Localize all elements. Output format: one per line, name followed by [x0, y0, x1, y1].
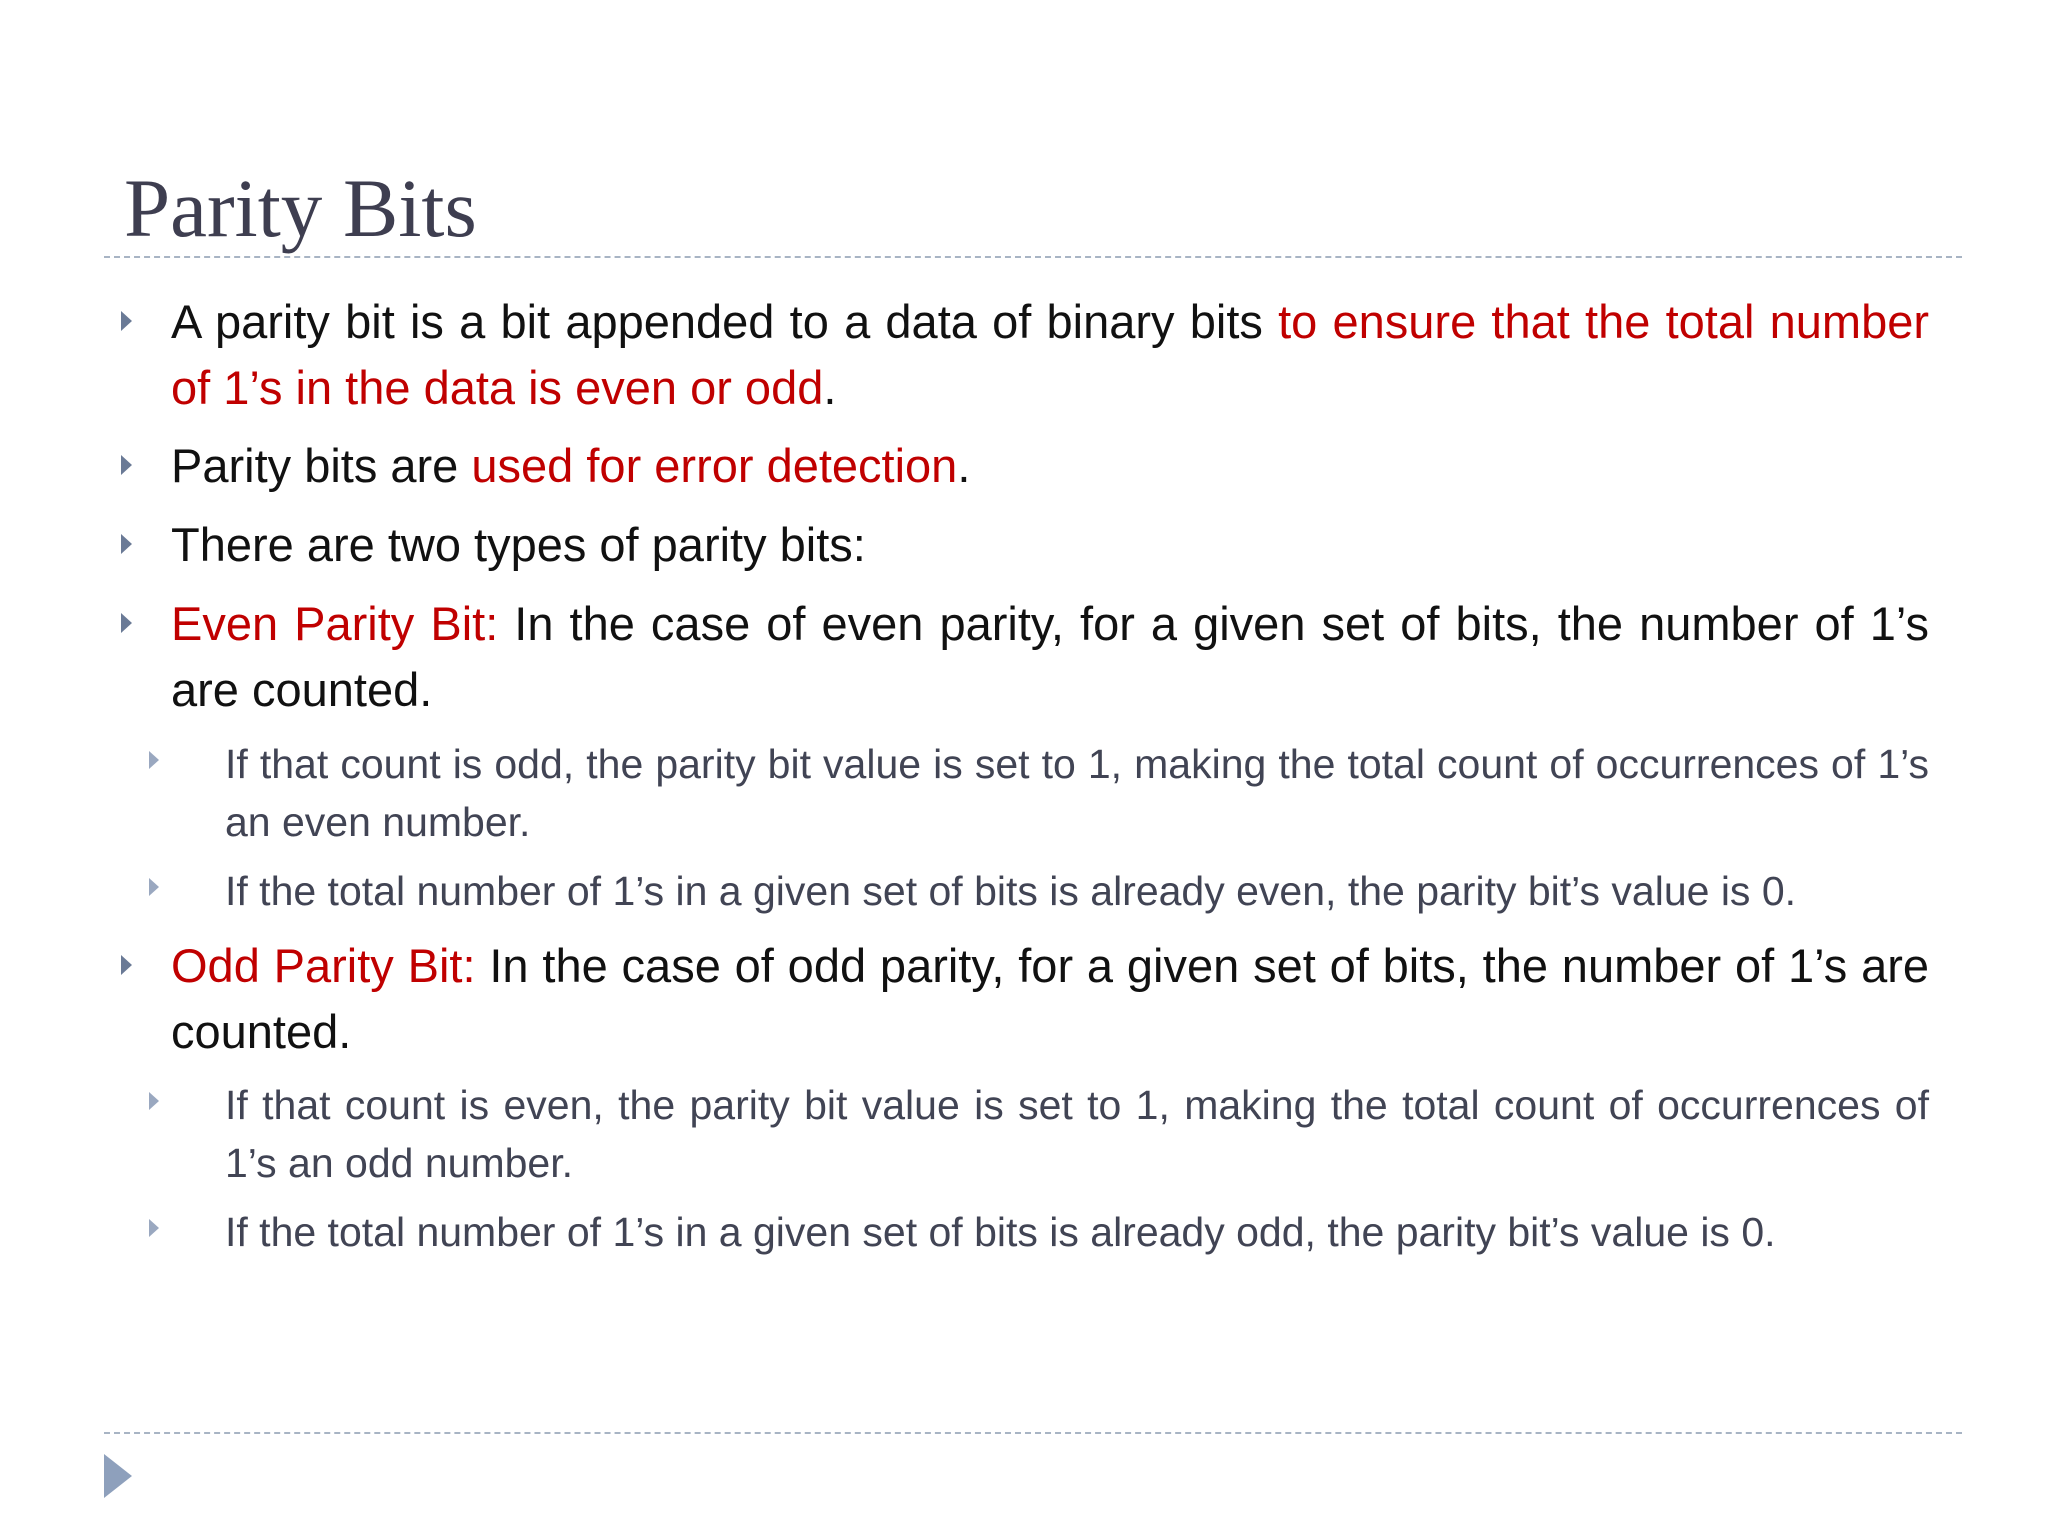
bullet-punctuation: .	[957, 439, 971, 492]
sub-bullet-triangle-icon	[149, 751, 159, 769]
slide-title: Parity Bits	[124, 162, 477, 254]
bullet-text: In the case of even parity, for a given set of bits, the number of 1’s are counted.	[171, 597, 1929, 716]
sub-bullet-text: If the total number of 1’s in a given set of bits is already odd, the parity bit’s value is 0.	[225, 1209, 1776, 1255]
footer-divider	[104, 1432, 1962, 1434]
sub-bullet-text: If the total number of 1’s in a given set of bits is already even, the parity bit’s value is 0.	[225, 868, 1797, 914]
bullet-triangle-icon	[121, 311, 132, 331]
bullet-even-parity	[171, 591, 1929, 723]
bullet-error-detection	[171, 433, 1929, 499]
sub-bullet-even-odd-count	[225, 735, 1929, 851]
bullet-text: In the case of odd parity, for a given set of bits, the number of 1’s are counted.	[171, 939, 1929, 1058]
sub-bullet-triangle-icon	[149, 1092, 159, 1110]
sub-bullet-even-already-even	[225, 862, 1929, 920]
sub-bullet-text: If that count is even, the parity bit value is set to 1, making the total count of occurrences of 1’s an odd number.	[225, 1082, 1929, 1186]
bullet-triangle-icon	[121, 955, 132, 975]
sub-bullet-triangle-icon	[149, 878, 159, 896]
odd-parity-label: Odd Parity Bit:	[171, 939, 476, 992]
sub-bullet-triangle-icon	[149, 1219, 159, 1237]
sub-bullet-odd-even-count	[225, 1076, 1929, 1192]
bullet-triangle-icon	[121, 534, 132, 554]
bullet-triangle-icon	[121, 455, 132, 475]
bullet-text: Parity bits are	[171, 439, 472, 492]
bullet-highlight: used for error detection	[471, 439, 958, 492]
bullet-punctuation: .	[823, 361, 837, 414]
bullet-odd-parity	[171, 933, 1929, 1065]
bullet-text: There are two types of parity bits:	[171, 518, 866, 571]
sub-bullet-odd-already-odd	[225, 1203, 1929, 1261]
bullet-text: A parity bit is a bit appended to a data of binary bits	[171, 295, 1279, 348]
bullet-parity-definition	[171, 289, 1929, 421]
bullet-triangle-icon	[121, 613, 132, 633]
bullet-two-types	[171, 512, 1929, 578]
sub-bullet-text: If that count is odd, the parity bit value is set to 1, making the total count of occurrences of 1’s an even number.	[225, 741, 1929, 845]
corner-triangle-icon	[104, 1454, 132, 1498]
bullet-highlight: to ensure that the total number of 1’s in the data is even or odd	[171, 295, 1929, 414]
even-parity-label: Even Parity Bit:	[171, 597, 499, 650]
